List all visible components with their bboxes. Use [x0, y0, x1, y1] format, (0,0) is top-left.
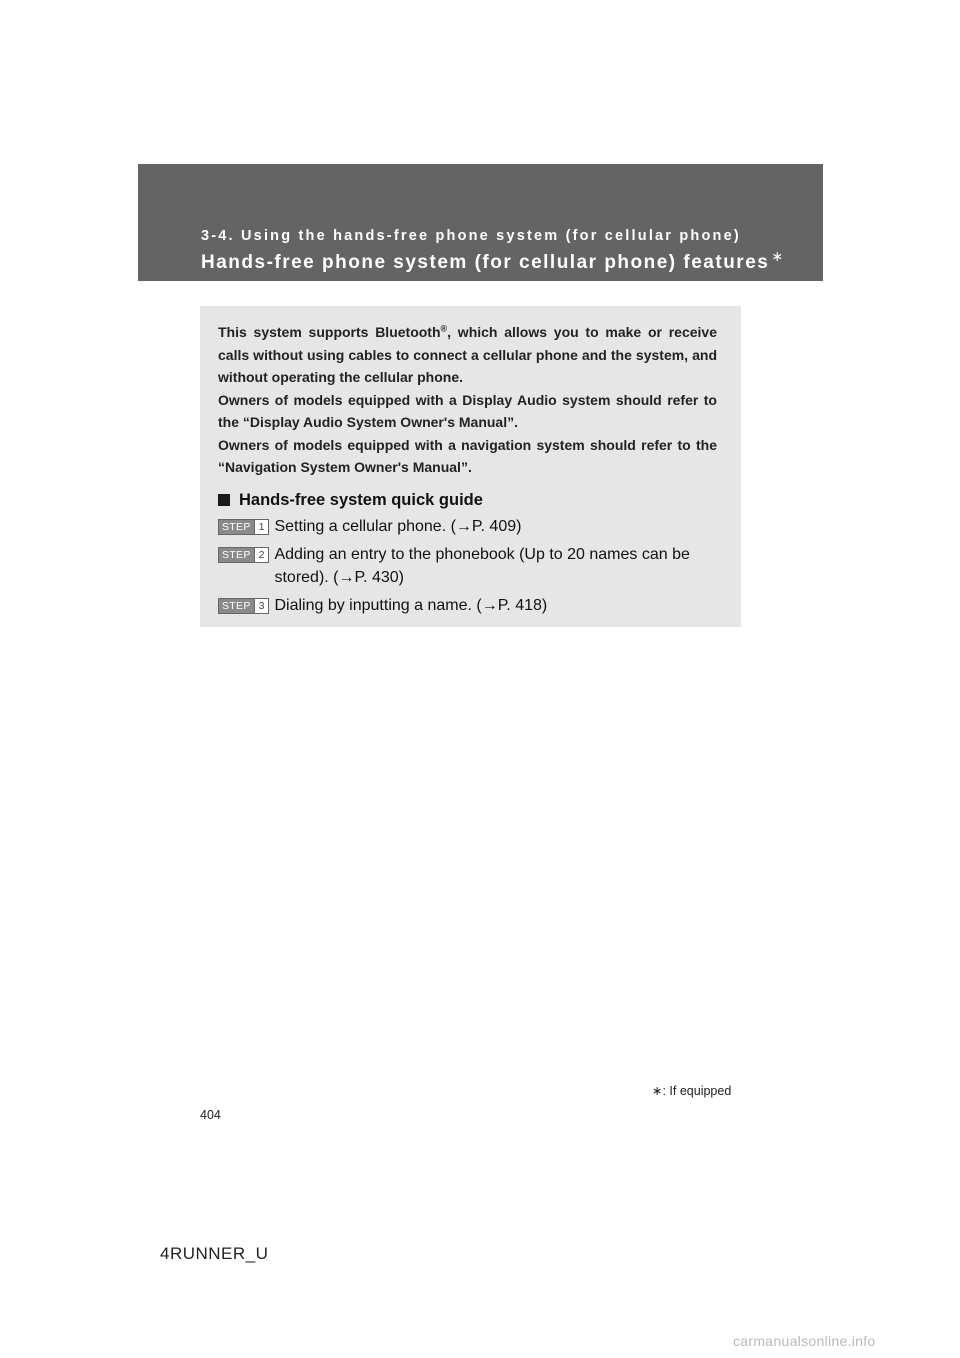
step-item-1: [218, 515, 717, 538]
step-text-3: Dialing by inputting a name. (→P. 418): [274, 596, 548, 614]
page-title: [201, 248, 785, 274]
quick-guide-heading-text: Hands-free system quick guide: [239, 490, 483, 509]
section-heading: 3-4. Using the hands-free phone system (for cellular phone): [201, 228, 741, 244]
page-number: 404: [200, 1108, 221, 1122]
page-title-text: Hands-free phone system (for cellular phone) features: [201, 252, 770, 273]
step-badge-1: STEP 1: [218, 519, 269, 535]
if-equipped-mark: ∗: [771, 248, 785, 264]
header-band: [138, 164, 823, 281]
footnote-if-equipped: ∗: If equipped: [652, 1084, 732, 1098]
intro-paragraph-display-audio: Owners of models equipped with a Display Audio system should refer to the “Display Audio System Owner's Manual”.: [218, 391, 717, 430]
quick-guide-heading: [218, 491, 717, 510]
info-box: [200, 306, 741, 627]
step-text-1: Setting a cellular phone. (→P. 409): [274, 517, 522, 535]
model-code: 4RUNNER_U: [160, 1244, 269, 1263]
step-item-3: [218, 594, 717, 617]
step-badge-2: STEP 2: [218, 547, 269, 563]
intro-text: [218, 321, 717, 479]
step-badge-3: STEP 3: [218, 598, 269, 614]
registered-mark: ®: [440, 323, 448, 334]
watermark: carmanualsonline.info: [733, 1333, 876, 1349]
step-item-2: [218, 543, 717, 589]
intro-paragraph-bluetooth: This system supports Bluetooth®, which allows you to make or receive calls without using cables to connect a cellular phone and the system, and without operating the cellular phone.: [218, 323, 717, 385]
step-text-2: Adding an entry to the phonebook (Up to 20 names can be stored). (→P. 430): [274, 545, 690, 586]
intro-paragraph-navigation: Owners of models equipped with a navigation system should refer to the “Navigation System Owner's Manual”.: [218, 436, 717, 475]
square-bullet-icon: [218, 494, 230, 506]
